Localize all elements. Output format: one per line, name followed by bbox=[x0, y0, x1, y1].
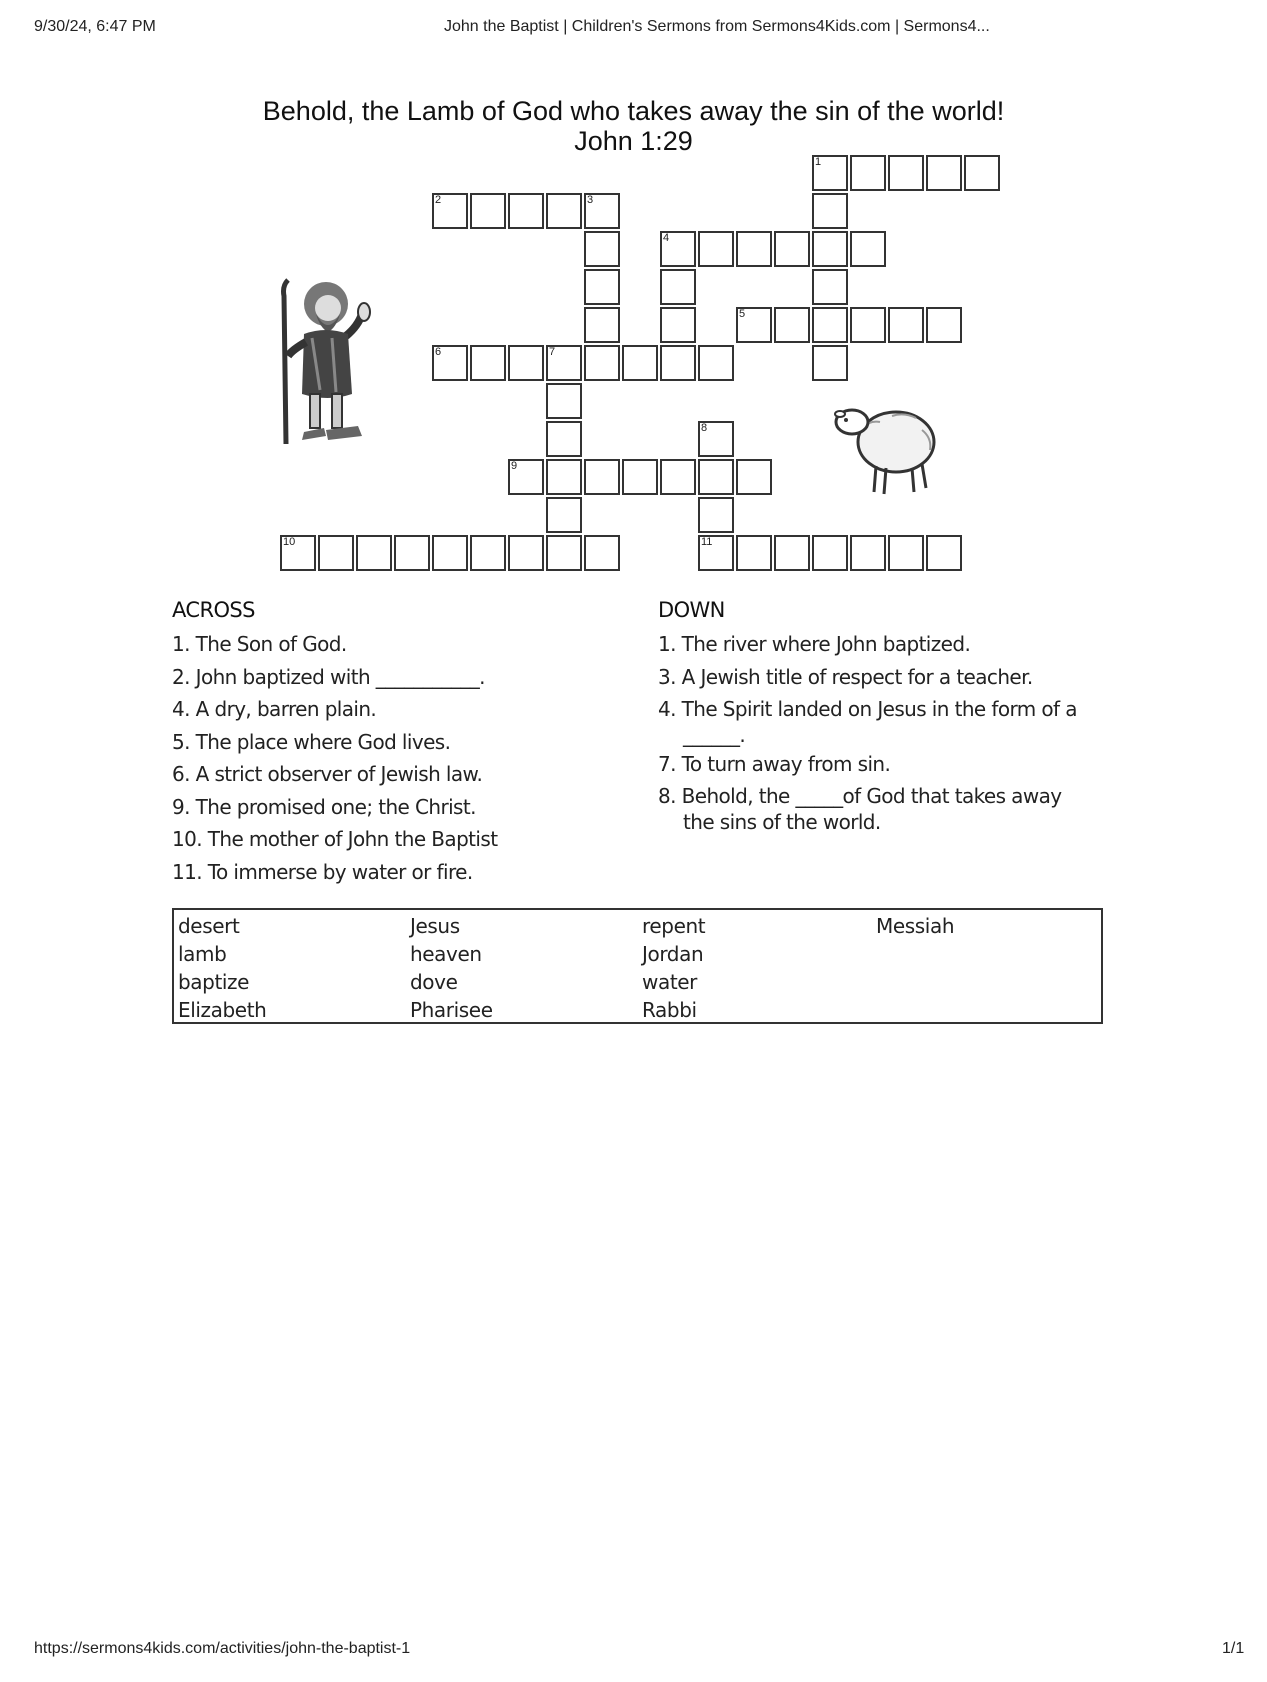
grid-cell bbox=[850, 535, 886, 571]
grid-cell-number: 2 bbox=[435, 194, 442, 206]
grid-cell bbox=[508, 535, 544, 571]
grid-cell bbox=[546, 383, 582, 419]
grid-cell bbox=[546, 459, 582, 495]
grid-cell bbox=[850, 231, 886, 267]
grid-cell bbox=[812, 231, 848, 267]
word-bank-column bbox=[410, 912, 493, 1024]
grid-cell bbox=[280, 535, 316, 571]
grid-cell bbox=[888, 307, 924, 343]
grid-cell bbox=[698, 345, 734, 381]
word-bank-word: heaven bbox=[410, 942, 482, 966]
grid-cell bbox=[508, 193, 544, 229]
across-clue: 9. The promised one; the Christ. bbox=[172, 794, 476, 819]
print-page-title: John the Baptist | Children's Sermons from Sermons4Kids.com | Sermons4... bbox=[444, 18, 990, 35]
down-clue bbox=[658, 780, 1077, 835]
word-bank-word: lamb bbox=[178, 942, 227, 966]
grid-cell bbox=[774, 307, 810, 343]
grid-cell bbox=[888, 535, 924, 571]
down-clue-continuation: ______. bbox=[683, 722, 746, 747]
down-heading: DOWN bbox=[658, 598, 725, 622]
word-bank-word: baptize bbox=[178, 970, 250, 994]
grid-cell bbox=[736, 459, 772, 495]
grid-cell bbox=[926, 155, 962, 191]
grid-cell bbox=[812, 269, 848, 305]
grid-cell bbox=[926, 307, 962, 343]
down-clue-text: 1. The river where John baptized. bbox=[658, 632, 971, 656]
grid-cell bbox=[660, 345, 696, 381]
grid-cell bbox=[432, 535, 468, 571]
grid-cell bbox=[584, 459, 620, 495]
word-bank-column bbox=[876, 912, 954, 940]
word-bank-word: Pharisee bbox=[410, 998, 493, 1022]
grid-cell bbox=[546, 345, 582, 381]
down-clues bbox=[658, 598, 1077, 835]
grid-cell bbox=[584, 535, 620, 571]
grid-cell bbox=[812, 193, 848, 229]
grid-cell bbox=[888, 155, 924, 191]
grid-cell bbox=[812, 155, 848, 191]
across-clues bbox=[172, 598, 497, 888]
grid-cell-number: 4 bbox=[663, 232, 670, 244]
grid-cell bbox=[698, 459, 734, 495]
grid-cell bbox=[774, 535, 810, 571]
grid-cell bbox=[850, 155, 886, 191]
grid-cell bbox=[660, 459, 696, 495]
grid-cell-number: 8 bbox=[701, 422, 708, 434]
grid-cell bbox=[584, 269, 620, 305]
grid-cell bbox=[736, 307, 772, 343]
word-bank-word: water bbox=[642, 970, 697, 994]
down-clue bbox=[658, 693, 1077, 748]
grid-cell bbox=[622, 459, 658, 495]
grid-cell bbox=[698, 497, 734, 533]
grid-cell bbox=[546, 497, 582, 533]
grid-cell bbox=[508, 345, 544, 381]
grid-cell bbox=[660, 307, 696, 343]
grid-cell-number: 1 bbox=[815, 156, 822, 168]
grid-cell bbox=[394, 535, 430, 571]
grid-cell bbox=[660, 231, 696, 267]
print-page-number: 1/1 bbox=[1222, 1640, 1245, 1657]
grid-cell bbox=[584, 193, 620, 229]
crossword-grid bbox=[0, 0, 1267, 600]
grid-cell bbox=[812, 307, 848, 343]
grid-cell bbox=[774, 231, 810, 267]
grid-cell bbox=[736, 231, 772, 267]
down-clue bbox=[658, 748, 1077, 781]
grid-cell bbox=[698, 421, 734, 457]
down-clue-text: 7. To turn away from sin. bbox=[658, 751, 891, 776]
across-clue: 10. The mother of John the Baptist bbox=[172, 827, 498, 851]
grid-cell-number: 5 bbox=[739, 308, 746, 320]
grid-cell bbox=[622, 345, 658, 381]
grid-cell bbox=[698, 535, 734, 571]
across-clue: 1. The Son of God. bbox=[172, 632, 347, 656]
grid-cell bbox=[584, 345, 620, 381]
word-bank-word: dove bbox=[410, 970, 458, 994]
grid-cell bbox=[736, 535, 772, 571]
word-bank-word: Messiah bbox=[876, 914, 955, 938]
title-verse: Behold, the Lamb of God who takes away the sin of the world! bbox=[262, 96, 1005, 126]
down-clue-continuation: the sins of the world. bbox=[683, 809, 881, 834]
grid-cell bbox=[584, 307, 620, 343]
across-heading: ACROSS bbox=[172, 598, 255, 622]
grid-cell bbox=[432, 193, 468, 229]
word-bank bbox=[172, 908, 1103, 1024]
grid-cell bbox=[546, 193, 582, 229]
across-clue: 2. John baptized with ___________. bbox=[172, 664, 485, 689]
grid-cell bbox=[812, 345, 848, 381]
grid-cell bbox=[432, 345, 468, 381]
down-clue bbox=[658, 628, 1077, 661]
across-clue: 4. A dry, barren plain. bbox=[172, 697, 377, 721]
title-reference: John 1:29 bbox=[574, 126, 693, 156]
grid-cell bbox=[508, 459, 544, 495]
grid-cell bbox=[850, 307, 886, 343]
across-clue: 5. The place where God lives. bbox=[172, 729, 451, 754]
grid-cell bbox=[546, 535, 582, 571]
grid-cell bbox=[964, 155, 1000, 191]
word-bank-word: repent bbox=[642, 914, 706, 938]
grid-cell bbox=[660, 269, 696, 305]
grid-cell bbox=[584, 231, 620, 267]
word-bank-word: Jesus bbox=[410, 914, 460, 938]
across-clue: 11. To immerse by water or fire. bbox=[172, 859, 473, 884]
word-bank-word: Jordan bbox=[642, 942, 704, 966]
grid-cell bbox=[470, 193, 506, 229]
word-bank-word: desert bbox=[178, 914, 240, 938]
grid-cell-number: 9 bbox=[511, 460, 518, 472]
grid-cell-number: 3 bbox=[587, 194, 594, 206]
word-bank-column bbox=[642, 912, 705, 1024]
down-clue-text: 3. A Jewish title of respect for a teacher. bbox=[658, 664, 1033, 689]
grid-cell bbox=[698, 231, 734, 267]
grid-cell bbox=[812, 535, 848, 571]
word-bank-word: Elizabeth bbox=[178, 998, 267, 1022]
grid-cell bbox=[926, 535, 962, 571]
grid-cell bbox=[356, 535, 392, 571]
down-clue-text: 8. Behold, the _____of God that takes away bbox=[658, 784, 1062, 808]
grid-cell bbox=[470, 535, 506, 571]
down-clue-text: 4. The Spirit landed on Jesus in the form of a bbox=[658, 697, 1077, 721]
grid-cell bbox=[318, 535, 354, 571]
word-bank-word: Rabbi bbox=[642, 998, 697, 1022]
grid-cell bbox=[546, 421, 582, 457]
word-bank-column bbox=[178, 912, 266, 1024]
grid-cell-number: 6 bbox=[435, 346, 442, 358]
across-clue: 6. A strict observer of Jewish law. bbox=[172, 762, 483, 786]
print-date: 9/30/24, 6:47 PM bbox=[34, 18, 156, 35]
grid-cell-number: 11 bbox=[701, 536, 713, 548]
grid-cell-number: 7 bbox=[549, 346, 556, 358]
print-url: https://sermons4kids.com/activities/john-the-baptist-1 bbox=[34, 1640, 411, 1657]
grid-cell bbox=[470, 345, 506, 381]
grid-cell-number: 10 bbox=[283, 536, 296, 548]
down-clue bbox=[658, 661, 1077, 694]
